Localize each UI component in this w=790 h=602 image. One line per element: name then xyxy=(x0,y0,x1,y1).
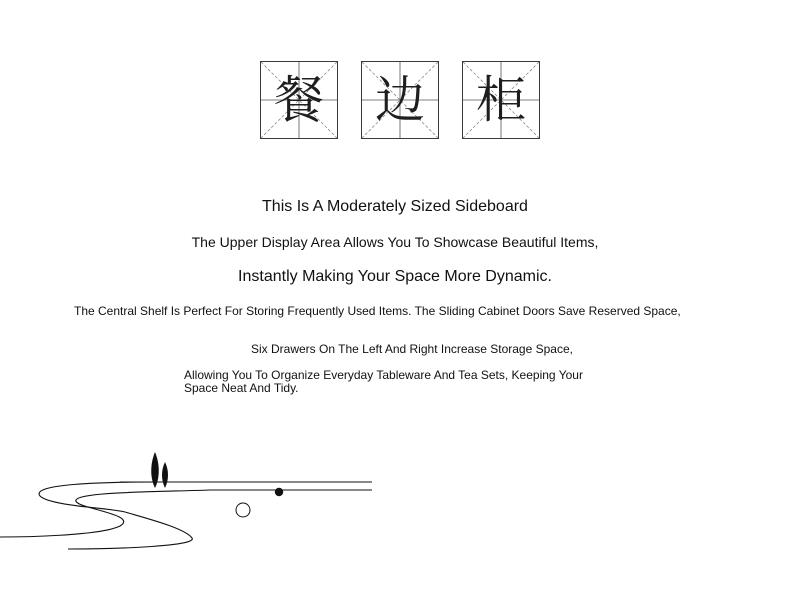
title-char-1: 餐 xyxy=(274,71,324,129)
char-box-1 xyxy=(260,61,338,139)
title-char-3: 柜 xyxy=(476,71,526,129)
title-char-2: 边 xyxy=(375,71,425,129)
heading-line: This Is A Moderately Sized Sideboard xyxy=(262,198,528,215)
text-line-4: The Central Shelf Is Perfect For Storing Frequently Used Items. The Sliding Cabinet Doors Save Reserved Space, xyxy=(74,304,681,318)
text-line-6: Allowing You To Organize Everyday Tableware And Tea Sets, Keeping Your Space Neat And Tidy. xyxy=(184,368,583,395)
landscape-decoration-icon xyxy=(0,440,380,560)
text-line-5: Six Drawers On The Left And Right Increase Storage Space, xyxy=(251,342,573,356)
char-box-3 xyxy=(462,61,540,139)
title-character-grid xyxy=(260,61,542,141)
text-line-2: The Upper Display Area Allows You To Showcase Beautiful Items, xyxy=(191,234,599,250)
text-line-3: Instantly Making Your Space More Dynamic. xyxy=(238,268,552,285)
char-box-2 xyxy=(361,61,439,139)
